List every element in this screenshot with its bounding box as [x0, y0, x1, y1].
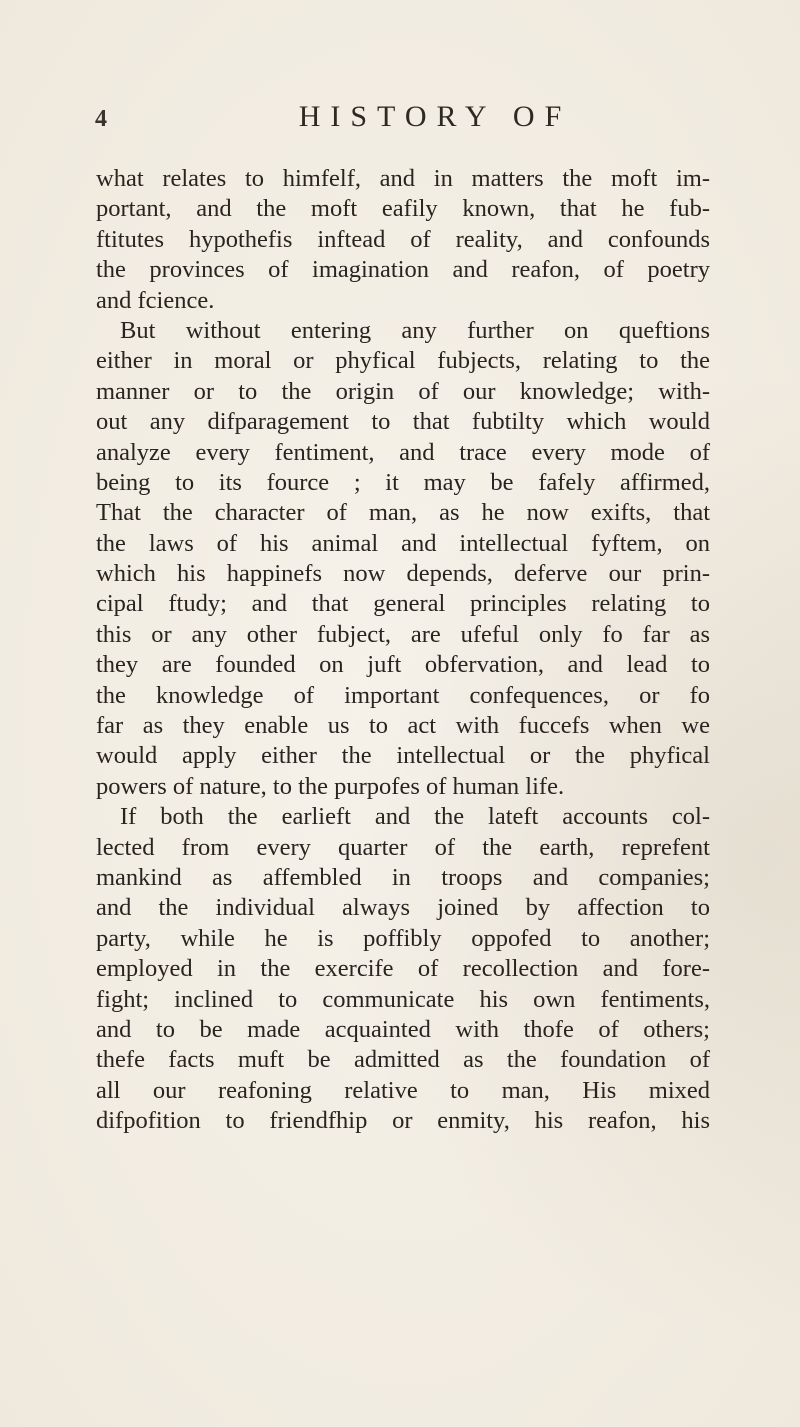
- text-line: mankind as affembled in troops and companies;: [96, 863, 710, 891]
- text-line: cipal ftudy; and that general principles relating to: [96, 590, 710, 618]
- text-line: thefe facts muft be admitted as the foundation of: [96, 1046, 710, 1074]
- text-line: would apply either the intellectual or the phyfical: [96, 742, 710, 770]
- text-line: powers of nature, to the purpofes of human life.: [96, 772, 565, 800]
- page-header: [95, 100, 715, 140]
- text-line: and to be made acquainted with thofe of others;: [96, 1015, 710, 1043]
- text-line: the laws of his animal and intellectual fyftem, on: [96, 529, 710, 557]
- text-line: what relates to himfelf, and in matters the moft im-: [96, 165, 710, 192]
- text-line: out any difparagement to that fubtilty which would: [96, 408, 710, 436]
- text-line: ftitutes hypothefis inftead of reality, and confounds: [96, 225, 710, 253]
- text-line: all our reafoning relative to man, His mixed: [96, 1076, 710, 1104]
- text-line: and fcience.: [96, 286, 215, 314]
- text-line: far as they enable us to act with fuccefs when we: [96, 712, 710, 740]
- text-line: they are founded on juft obfervation, and lead to: [96, 651, 710, 679]
- text-line: If both the earlieft and the lateft accounts col-: [120, 803, 710, 831]
- text-line: being to its fource ; it may be fafely affirmed,: [96, 468, 710, 496]
- body-text: [96, 164, 710, 1137]
- text-line: employed in the exercife of recollection and fore-: [96, 955, 710, 983]
- text-line: difpofition to friendfhip or enmity, his reafon, his: [96, 1107, 710, 1135]
- text-line: this or any other fubject, are ufeful only fo far as: [96, 620, 710, 648]
- text-line: party, while he is poffibly oppofed to another;: [96, 924, 710, 952]
- text-line: and the individual always joined by affection to: [96, 894, 710, 922]
- text-line: the provinces of imagination and reafon, of poetry: [96, 256, 710, 284]
- text-line: which his happinefs now depends, deferve our prin-: [96, 560, 710, 588]
- running-head: HISTORY OF: [298, 100, 572, 133]
- text-line: either in moral or phyfical fubjects, relating to the: [96, 347, 710, 375]
- text-line: manner or to the origin of our knowledge; with-: [96, 377, 710, 405]
- page-number: 4: [95, 106, 107, 132]
- text-line: fight; inclined to communicate his own fentiments,: [96, 985, 710, 1013]
- text-line: analyze every fentiment, and trace every mode of: [96, 438, 710, 466]
- text-line: portant, and the moft eafily known, that he fub-: [96, 195, 710, 223]
- text-line: the knowledge of important confequences, or fo: [96, 681, 710, 709]
- text-line: But without entering any further on queftions: [120, 316, 710, 344]
- text-line: That the character of man, as he now exifts, that: [96, 499, 710, 527]
- text-line: lected from every quarter of the earth, reprefent: [96, 833, 710, 861]
